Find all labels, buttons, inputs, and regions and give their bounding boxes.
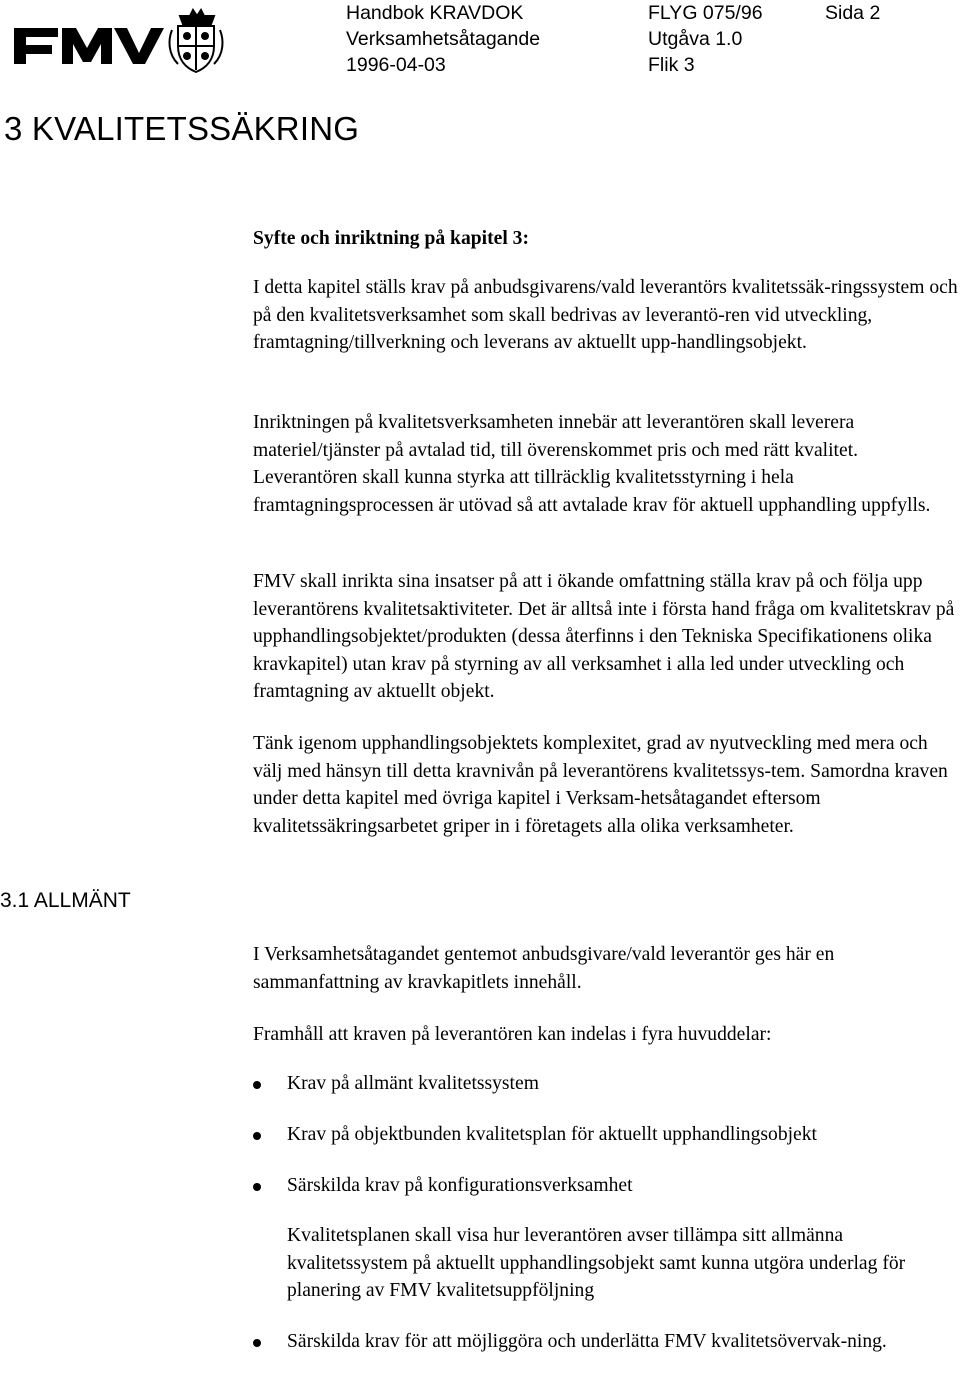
paragraph-text: Framhåll att kraven på leverantören kan indelas i fyra huvuddelar: — [253, 1024, 772, 1045]
paragraph-text: I Verksamhetsåtagandet gentemot anbudsgivare/vald leverantör ges här en sammanfattning av kravkapitlets innehåll. — [253, 944, 835, 993]
section-heading: 3.1 ALLMÄNT — [0, 889, 131, 912]
bullet-item: Särskilda krav på konfigurationsverksamhet — [287, 1175, 633, 1196]
bullet-item: Särskilda krav för att möjliggöra och underlätta FMV kvalitetsövervak-ning. — [287, 1331, 887, 1352]
intro-heading: Syfte och inriktning på kapitel 3: — [253, 228, 529, 249]
paragraph-orientation — [253, 409, 960, 519]
bullet-icon — [253, 1183, 261, 1191]
bullet-note: Kvalitetsplanen skall visa hur leverantören avser tillämpa sitt allmänna kvalitetssystem på aktuellt upphandlingsobjekt samt kunna utgöra underlag för planering av FMV kvalitetsuppföljning — [287, 1225, 906, 1302]
bullet-icon — [253, 1132, 261, 1140]
paragraph-text: Inriktningen på kvalitetsverksamheten innebär att leverantören skall leverera materiel/tjänster på avtalad tid, till överenskommet pris och med rätt kvalitet. Leverantören skall kunna styrka att tillräcklig kvalitetsstyrning i hela framtagningsprocessen är utövad så att avtalade krav för aktuell upphandling uppfylls. — [253, 412, 931, 516]
chapter-title: 3 KVALITETSSÄKRING — [4, 110, 360, 147]
paragraph-summary — [253, 941, 960, 996]
doc-edition: Utgåva 1.0 — [648, 28, 743, 50]
bullet-icon — [253, 1339, 261, 1347]
paragraph-four-parts — [253, 1021, 960, 1049]
paragraph-text: Tänk igenom upphandlingsobjektets komplexitet, grad av nyutveckling med mera och välj med hänsyn till detta kravnivån på leverantörens kvalitetssys-tem. Samordna kraven under detta kapitel med övriga kapitel i Verksam-hetsåtagandet eftersom kvalitetssäkringsarbetet griper in i företagets alla olika verksamheter. — [253, 733, 948, 837]
bullet-item: Krav på allmänt kvalitetssystem — [287, 1073, 539, 1094]
bullet-icon — [253, 1081, 261, 1089]
page-number: Sida 2 — [825, 2, 881, 24]
header-col-1 — [346, 0, 540, 78]
coat-of-arms-icon — [170, 10, 223, 72]
doc-number: FLYG 075/96 — [648, 2, 763, 24]
doc-title: Handbok KRAVDOK — [346, 2, 524, 24]
paragraph-text: I detta kapitel ställs krav på anbudsgivarens/vald leverantörs kvalitetssäk-ringssystem och på den kvalitetsverksamhet som skall bedrivas av leverantö-ren vid utveckling, framtagning/tillverkning och leverans av aktuellt upp-handlingsobjekt. — [253, 277, 958, 354]
fmv-logo — [10, 0, 235, 82]
bullet-item: Krav på objektbunden kvalitetsplan för aktuellt upphandlingsobjekt — [287, 1124, 817, 1145]
paragraph-complexity — [253, 730, 960, 840]
paragraph-text: FMV skall inrikta sina insatser på att i ökande omfattning ställa krav på och följa upp leverantörens kvalitetsaktiviteter. Det är alltså inte i första hand fråga om kvalitetskrav på upphandlingsobjektet/produkten (dessa återfinns i den Tekniska Specifikationens olika kravkapitel) utan krav på styrning av all verksamhet i alla led under utveckling och framtagning av aktuellt objekt. — [253, 571, 955, 703]
doc-date: 1996-04-03 — [346, 54, 446, 76]
paragraph-fmv-focus — [253, 568, 960, 706]
header-col-2 — [648, 0, 763, 78]
paragraph-purpose — [253, 274, 960, 357]
doc-tab: Flik 3 — [648, 54, 695, 76]
doc-section: Verksamhetsåtagande — [346, 28, 541, 50]
